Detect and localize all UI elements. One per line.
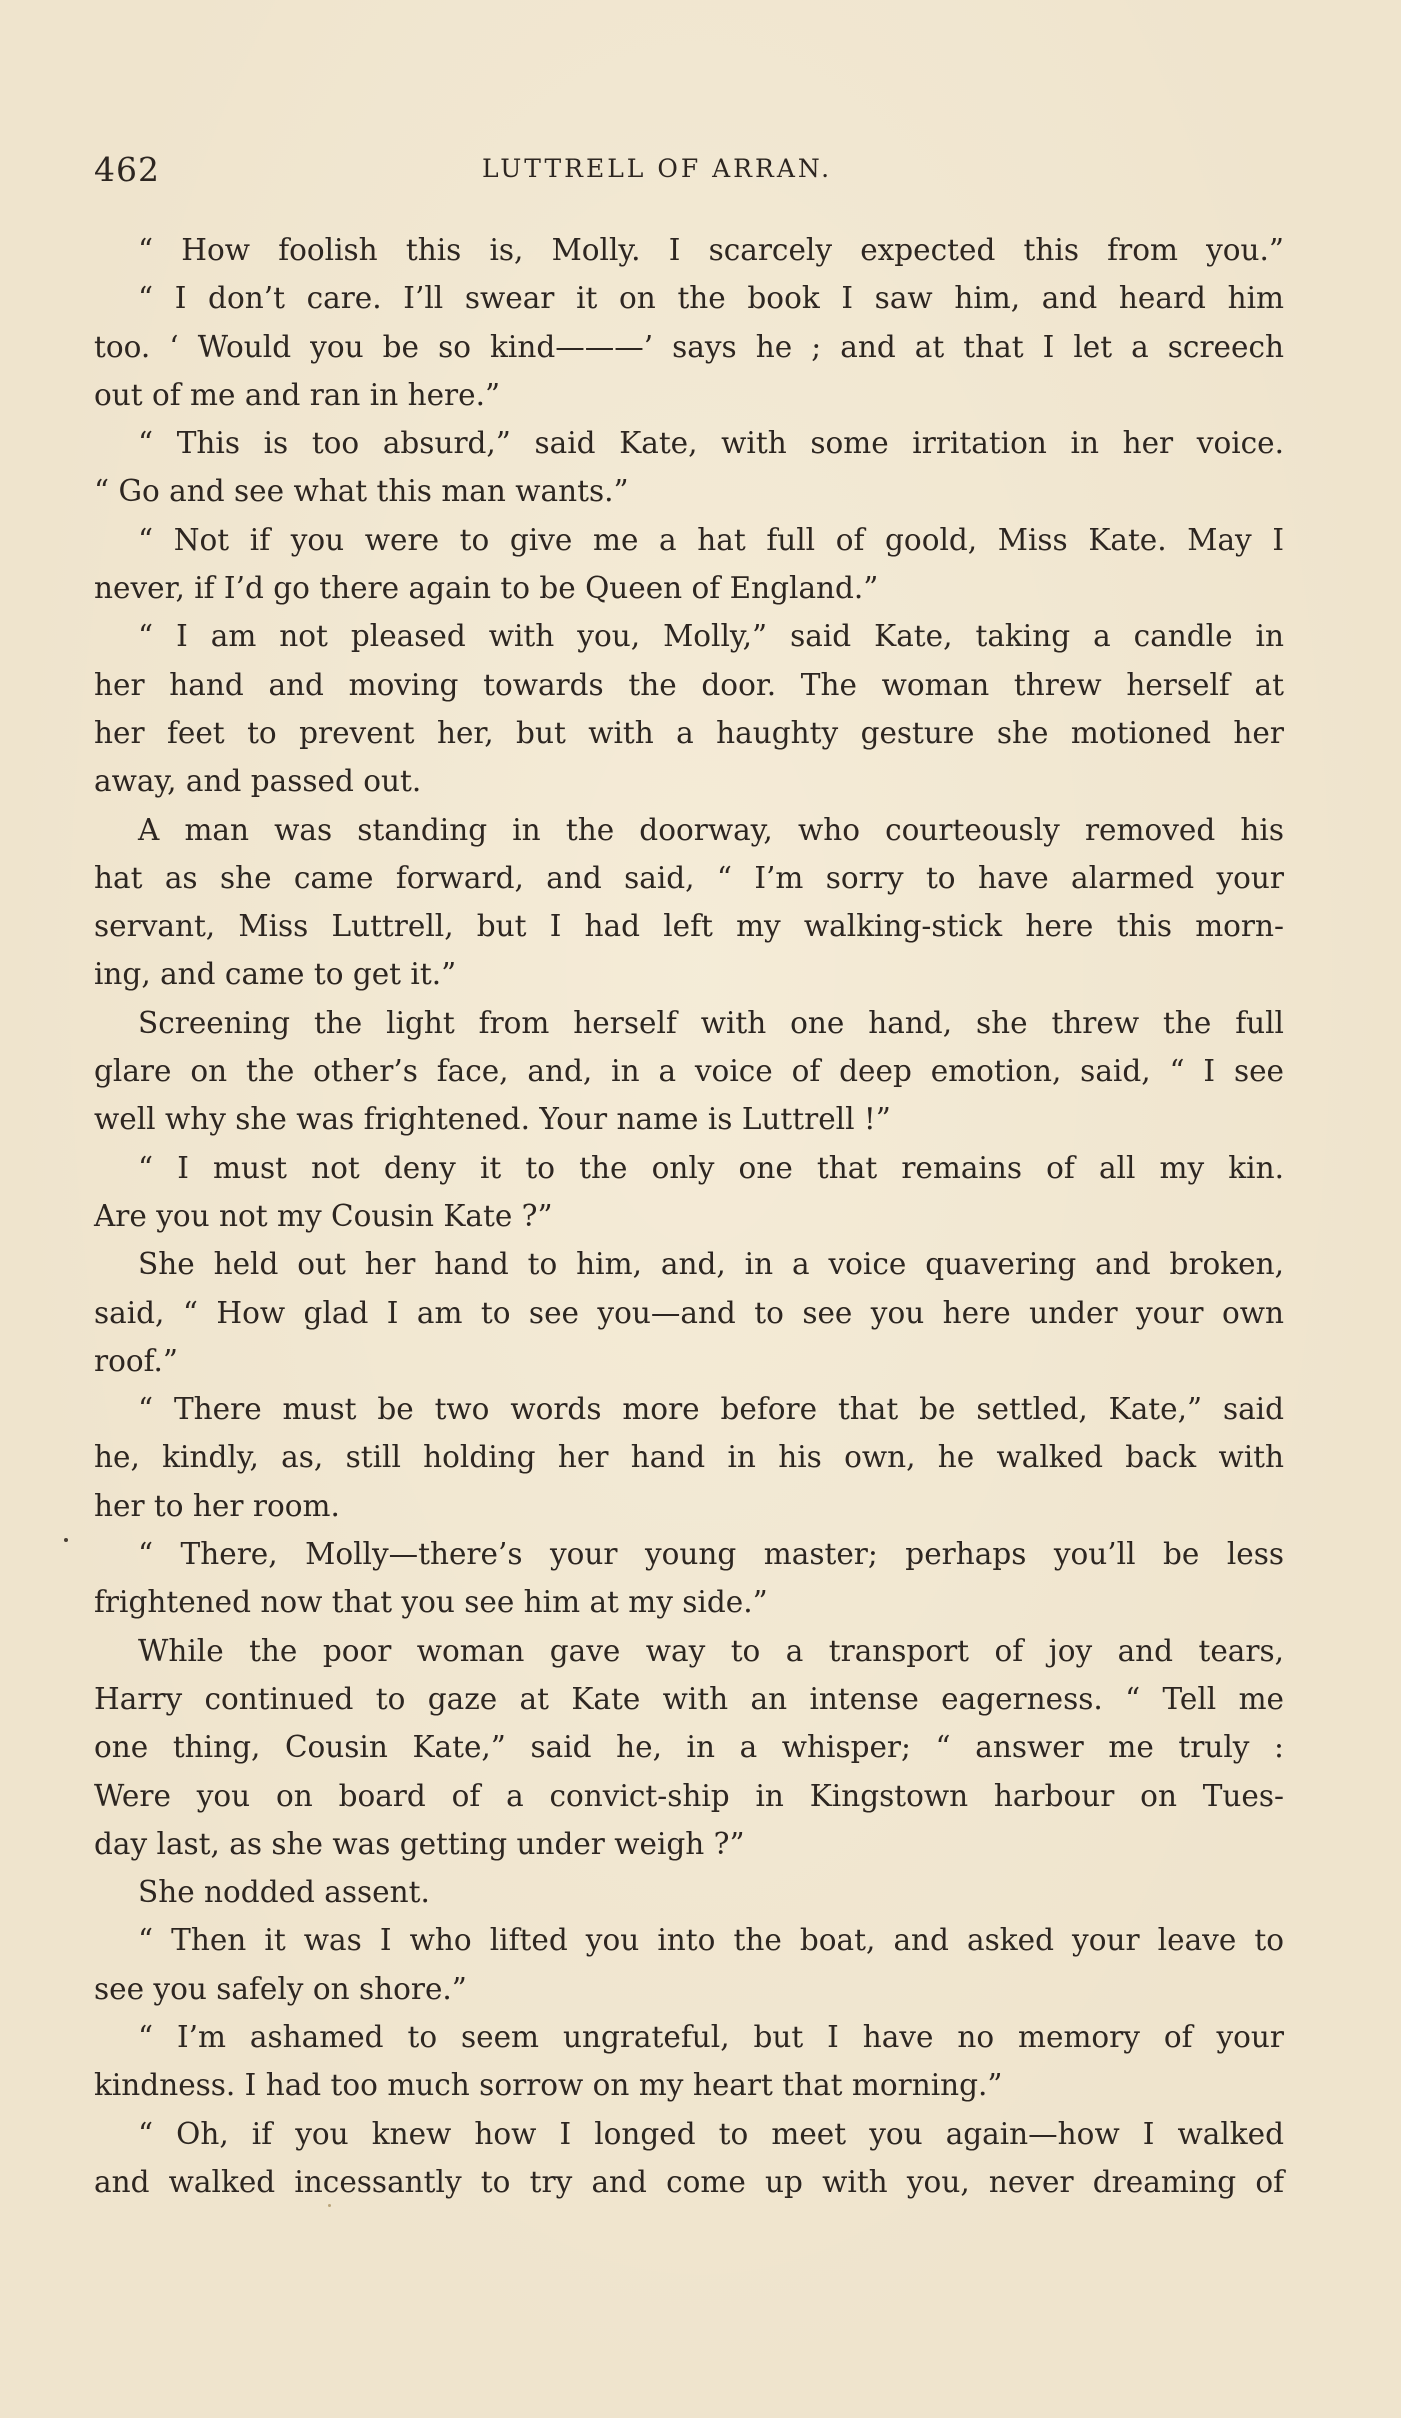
page-number: 462 <box>94 150 160 189</box>
text-line: Are you not my Cousin Kate ?” <box>94 1198 553 1233</box>
text-line: kindness. I had too much sorrow on my heart that morning.” <box>94 2068 1003 2103</box>
text-line: “ Go and see what this man wants.” <box>94 474 629 509</box>
text-line: out of me and ran in here.” <box>94 377 501 412</box>
text-line: While the poor woman gave way to a transport of joy and tears, <box>138 1633 1284 1668</box>
text-line: her hand and moving towards the door. The woman threw herself at <box>94 667 1284 702</box>
text-line: frightened now that you see him at my side.” <box>94 1585 768 1620</box>
text-line: “ Then it was I who lifted you into the boat, and asked your leave to <box>138 1923 1284 1958</box>
text-line: ing, and came to get it.” <box>94 957 457 992</box>
margin-mark <box>64 1538 68 1542</box>
text-line: her to her room. <box>94 1488 340 1523</box>
text-line: “ I’m ashamed to seem ungrateful, but I have no memory of your <box>138 2019 1284 2054</box>
text-line: Harry continued to gaze at Kate with an intense eagerness. “ Tell me <box>94 1681 1284 1716</box>
text-line: he, kindly, as, still holding her hand in his own, he walked back with <box>94 1440 1284 1475</box>
text-line: and walked incessantly to try and come up with you, never dreaming of <box>94 2164 1284 2199</box>
text-line: roof.” <box>94 1343 178 1378</box>
text-line: her feet to prevent her, but with a haughty gesture she motioned her <box>94 715 1284 750</box>
text-line: see you safely on shore.” <box>94 1971 467 2006</box>
text-line: Were you on board of a convict-ship in Kingstown harbour on Tues- <box>94 1778 1284 1813</box>
text-line: never, if I’d go there again to be Queen of England.” <box>94 571 879 606</box>
text-line: “ I am not pleased with you, Molly,” said Kate, taking a candle in <box>138 619 1284 654</box>
text-line: “ Oh, if you knew how I longed to meet you again—how I walked <box>138 2116 1284 2151</box>
text-line: one thing, Cousin Kate,” said he, in a whisper; “ answer me truly : <box>94 1730 1284 1765</box>
text-line: glare on the other’s face, and, in a voice of deep emotion, said, “ I see <box>94 1054 1284 1089</box>
text-line: away, and passed out. <box>94 764 422 799</box>
text-line: “ There, Molly—there’s your young master; perhaps you’ll be less <box>138 1537 1284 1572</box>
text-line: servant, Miss Luttrell, but I had left my walking-stick here this morn- <box>94 909 1284 944</box>
text-line: well why she was frightened. Your name is Luttrell !” <box>94 1102 891 1137</box>
text-line: too. ‘ Would you be so kind———’ says he ; and at that I let a screech <box>94 329 1284 364</box>
text-line: “ I don’t care. I’ll swear it on the book I saw him, and heard him <box>138 281 1284 316</box>
text-line: “ How foolish this is, Molly. I scarcely expected this from you.” <box>138 233 1284 267</box>
text-line: day last, as she was getting under weigh ?” <box>94 1826 745 1861</box>
text-line: Screening the light from herself with one hand, she threw the full <box>138 1005 1284 1040</box>
text-line: She nodded assent. <box>138 1875 430 1910</box>
text-line: “ There must be two words more before that be settled, Kate,” said <box>138 1392 1284 1427</box>
running-title: LUTTRELL OF ARRAN. <box>482 154 833 183</box>
text-body <box>94 226 1284 2206</box>
text-line: “ Not if you were to give me a hat full of goold, Miss Kate. May I <box>138 522 1284 557</box>
text-line: “ This is too absurd,” said Kate, with some irritation in her voice. <box>138 426 1284 461</box>
paper-speck <box>328 2204 331 2207</box>
text-line: hat as she came forward, and said, “ I’m sorry to have alarmed your <box>94 860 1284 895</box>
text-line: said, “ How glad I am to see you—and to see you here under your own <box>94 1295 1284 1330</box>
running-head <box>94 150 1284 194</box>
text-line: “ I must not deny it to the only one that remains of all my kin. <box>138 1150 1284 1185</box>
text-line: A man was standing in the doorway, who courteously removed his <box>138 812 1284 847</box>
text-line: She held out her hand to him, and, in a voice quavering and broken, <box>138 1247 1284 1282</box>
